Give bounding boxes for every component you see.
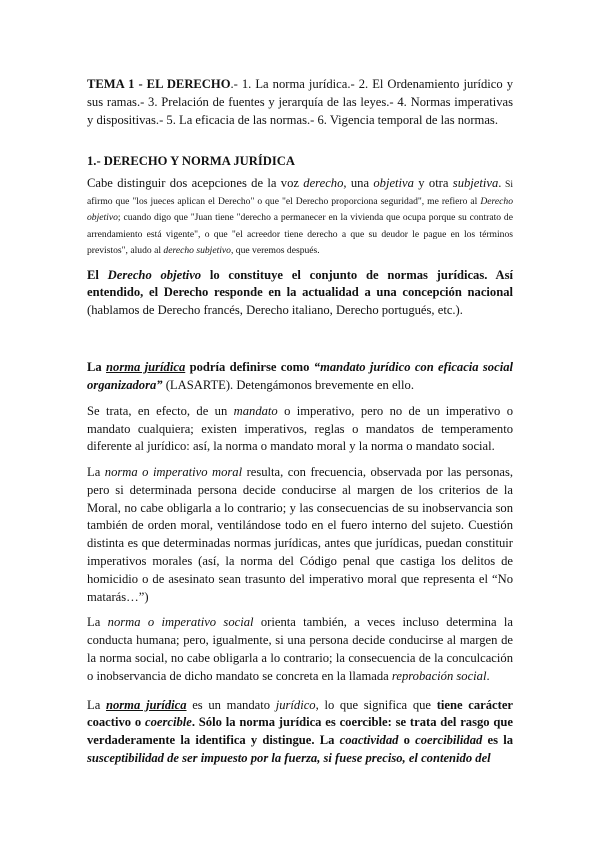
social-text: orienta también, a veces incluso determina la conducta humana; pero, igualmente, si una persona decide conducirse al margen de la norma social, no cabe obligarla a lo contrario; la consecuencia de la conculcación o inobservancia de dicho mandato se concreta en la llamada — [87, 615, 513, 683]
bold-term: Derecho objetivo — [107, 267, 202, 282]
def-quote: “mandato jurídico con eficacia social organizadora” — [87, 360, 513, 392]
legal-bold: o — [398, 733, 416, 748]
def-text: podría definirse como — [185, 360, 314, 375]
intro-term-objetiva: objetiva — [373, 176, 414, 191]
intro-example — [87, 179, 513, 256]
example-text: Si afirmo que "los jueces aplican el Derecho" o que "el Derecho proporciona seguridad", me refiero al — [87, 179, 513, 207]
social-term: reprobación social — [391, 668, 487, 683]
moral-term: norma o imperativo moral — [104, 465, 243, 480]
section-heading: 1.- DERECHO Y NORMA JURÍDICA — [87, 154, 295, 169]
legal-text: La — [87, 697, 106, 712]
legal-term: norma jurídica — [105, 697, 187, 712]
intro-term-derecho: derecho — [303, 176, 344, 191]
mandate-term: mandato — [233, 403, 278, 418]
social-text: . — [486, 668, 490, 683]
intro-text: Cabe distinguir dos acepciones de la voz — [87, 176, 304, 191]
def-text: La — [87, 360, 107, 375]
normal-text: (hablamos de Derecho francés, Derecho italiano, Derecho portugués, etc.). — [87, 302, 463, 317]
intro-paragraph — [87, 175, 513, 258]
example-term: derecho subjetivo — [163, 245, 231, 257]
moral-text: resulta, con frecuencia, observada por las personas, pero si determinada persona decide conducirse al margen de los criterios de la Moral, no cabe obligarla a lo contrario; y las consecuencias de su inobservancia son también de orden moral, ventilándose todo en el fuero interno del sujeto. Cuestión distinta es que determinadas normas jurídicas, antes que jurídicas, puedan constituir imperativos morales (así, la norma del Código penal que castiga los delitos de homicidio o de asesinato sean trasunto del imperativo moral que representa el “No matarás…”) — [87, 465, 514, 604]
intro-text: . — [498, 176, 502, 191]
bold-text: El — [87, 267, 108, 282]
legal-term: coercible — [144, 715, 192, 730]
legal-term: susceptibilidad de ser impuesto por la fuerza, si fuese preciso, el contenido del — [87, 751, 491, 766]
legal-term: coercibilidad — [415, 733, 483, 748]
def-term: norma jurídica — [106, 360, 186, 375]
example-term: Derecho objetivo — [87, 195, 513, 224]
bold-text: lo constituye el conjunto de normas jurídicas. Así entendido, el Derecho responde en la actualidad a una concepción nacional — [87, 267, 513, 300]
social-paragraph — [87, 614, 513, 685]
mandate-paragraph — [87, 403, 513, 456]
intro-text: y otra — [413, 176, 453, 191]
legal-term: jurídico — [275, 697, 316, 712]
document-page — [87, 76, 513, 768]
intro-text: , una — [343, 176, 374, 191]
mandate-text: o imperativo, pero no de un imperativo o mandato cualquiera; existen imperativos, reglas o mandatos de temperamento diferente al jurídico: así, la norma o mandato moral y la norma o mandato social. — [87, 403, 513, 454]
legal-text: , lo que significa que — [315, 697, 437, 712]
legal-text: es un mandato — [186, 697, 276, 712]
definition-paragraph — [87, 359, 513, 395]
legal-bold: tiene carácter coactivo o — [87, 697, 513, 730]
social-text: La — [87, 615, 108, 630]
social-term: norma o imperativo social — [107, 615, 254, 630]
toc-body: .- 1. La norma jurídica.- 2. El Ordenamiento jurídico y sus ramas.- 3. Prelación de fuentes y jerarquía de las leyes.- 4. Normas imperativas y dispositivas.- 5. La eficacia de las normas.- 6. Vigencia temporal de las normas. — [87, 77, 514, 127]
moral-paragraph — [87, 464, 513, 606]
def-tail: (LASARTE). Detengámonos brevemente en ello. — [162, 377, 414, 392]
toc-paragraph — [87, 76, 513, 129]
mandate-text: Se trata, en efecto, de un — [87, 403, 234, 418]
legal-bold: es la — [482, 733, 513, 748]
moral-text: La — [87, 465, 105, 480]
legal-bold: . Sólo la norma jurídica es coercible: se trata del rasgo que verdaderamente la identifica y distingue. La — [87, 715, 513, 748]
example-text: ; cuando digo que "Juan tiene "derecho a permanecer en la vivienda que ocupa porque su contrato de arrendamiento está vigente", o que "el acreedor tiene derecho a que su deudor le pague en los términos previstos", aludo al — [87, 212, 513, 257]
intro-term-subjetiva: subjetiva — [452, 176, 499, 191]
legal-term: coactividad — [339, 733, 399, 748]
example-text: , que veremos después. — [230, 245, 320, 257]
toc-title: TEMA 1 - EL DERECHO — [87, 77, 231, 91]
legal-norm-paragraph — [87, 697, 513, 768]
objective-law-paragraph — [87, 267, 513, 319]
